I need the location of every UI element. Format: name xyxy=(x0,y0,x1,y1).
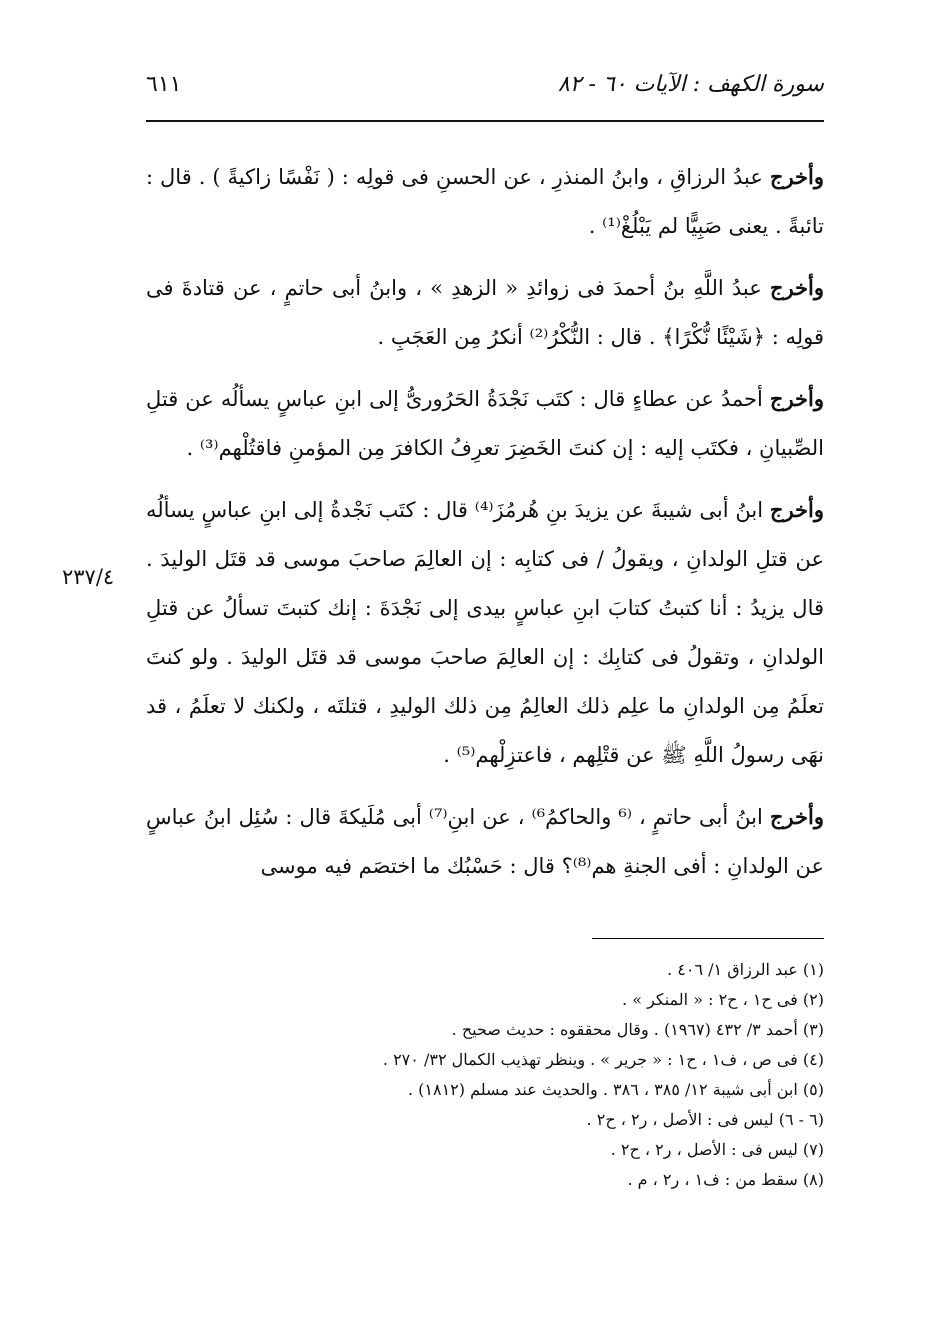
header-rule xyxy=(146,120,824,122)
paragraph-3 xyxy=(146,374,824,473)
main-text xyxy=(146,152,824,903)
paragraph-text: أحمدُ عن عطاءٍ قال : كتَب نَجْدَةُ الحَرُورىُّ إلى ابنِ عباسٍ يسألُه عن قتلِ الصِّبيانِ ، فكتَب إليه : إن كنتَ الخَضِرَ تعرِفُ الكافرَ مِن المؤمنِ فاقتُلْهم⁽³⁾ . xyxy=(146,387,824,460)
footnote-2: (٢) فى ح١ ، ح٢ : « المنكر » . xyxy=(622,990,824,1009)
footnote-3: (٣) أحمد ٣/ ٤٣٢ (١٩٦٧) . وقال محققوه : حديث صحيح . xyxy=(451,1020,824,1039)
paragraph-text: عبدُ الرزاقِ ، وابنُ المنذرِ ، عن الحسنِ فى قولِه : ( نَفْسًا زاكيةً ) . قال : تائبةً . يعنى صَبِيًّا لم يَبْلُغْ⁽¹⁾ . xyxy=(146,165,824,238)
footnote-6: (٦ - ٦) ليس فى : الأصل ، ر٢ ، ح٢ . xyxy=(586,1110,824,1129)
paragraph-1 xyxy=(146,152,824,251)
footnote-1: (١) عبد الرزاق ١/ ٤٠٦ . xyxy=(667,960,824,979)
footnotes xyxy=(146,955,824,1195)
paragraph-5 xyxy=(146,792,824,891)
paragraph-lead: وأخرج xyxy=(769,804,824,829)
margin-volume-page-note: ٢٣٧/٤ xyxy=(62,565,115,589)
paragraph-text: ابنُ أبى شيبةَ عن يزيدَ بنِ هُرمُزَ⁽⁴⁾ قال : كتَب نَجْدةُ إلى ابنِ عباسٍ يسألُه عن قتلِ الولدانِ ، ويقولُ / فى كتابِه : إن العالِمَ صاحبَ موسى قد قتَل الوليدَ . قال يزيدُ : أنا كتبتُ كتابَ ابنِ عباسٍ بيدى إلى نَجْدَةَ : إنك كتبتَ تسألُ عن قتلِ الولدانِ ، وتقولُ فى كتابِك : إن العالِمَ صاحبَ موسى قد قتَل الوليدَ . ولو كنتَ تعلَمُ مِن الولدانِ ما علِم ذلك العالِمُ مِن ذلك الوليدِ ، قتلتَه ، ولكنك لا تعلَمُ ، قد نهَى رسولُ اللَّهِ ﷺ عن قتْلِهم ، فاعتزِلْهم⁽⁵⁾ . xyxy=(146,498,824,767)
footnote-rule xyxy=(592,938,824,939)
footnote-7: (٧) ليس فى : الأصل ، ر٢ ، ح٢ . xyxy=(610,1140,824,1159)
footnote-8: (٨) سقط من : ف١ ، ر٢ ، م . xyxy=(627,1170,824,1189)
paragraph-4 xyxy=(146,485,824,780)
paragraph-lead: وأخرج xyxy=(769,164,824,189)
paragraph-lead: وأخرج xyxy=(769,275,824,300)
page-header xyxy=(146,72,824,112)
paragraph-lead: وأخرج xyxy=(769,497,824,522)
paragraph-text: ابنُ أبى حاتمٍ ، ⁽⁶ والحاكمُ⁶⁾ ، عن ابنِ⁽⁷⁾ أبى مُلَيكةَ قال : سُئِل ابنُ عباسٍ عن الولدانِ : أفى الجنةِ هم⁽⁸⁾؟ قال : حَسْبُك ما اختصَم فيه موسى xyxy=(146,805,824,878)
paragraph-2 xyxy=(146,263,824,362)
page-number: ٦١١ xyxy=(146,72,182,97)
footnote-4: (٤) فى ص ، ف١ ، ح١ : « جرير » . وينظر تهذيب الكمال ٣٢/ ٢٧٠ . xyxy=(382,1050,824,1069)
running-title: سورة الكهف : الآيات ٦٠ - ٨٢ xyxy=(557,72,824,97)
paragraph-text: عبدُ اللَّهِ بنُ أحمدَ فى زوائدِ « الزهدِ » ، وابنُ أبى حاتمٍ ، عن قتادةَ فى قولِه : ﴿شَيْئًا نُّكْرًا﴾ . قال : النُّكْرُ⁽²⁾ أنكرُ مِن العَجَبِ . xyxy=(146,276,824,349)
footnote-5: (٥) ابن أبى شيبة ١٢/ ٣٨٥ ، ٣٨٦ . والحديث عند مسلم (١٨١٢) . xyxy=(407,1080,824,1099)
paragraph-lead: وأخرج xyxy=(769,386,824,411)
